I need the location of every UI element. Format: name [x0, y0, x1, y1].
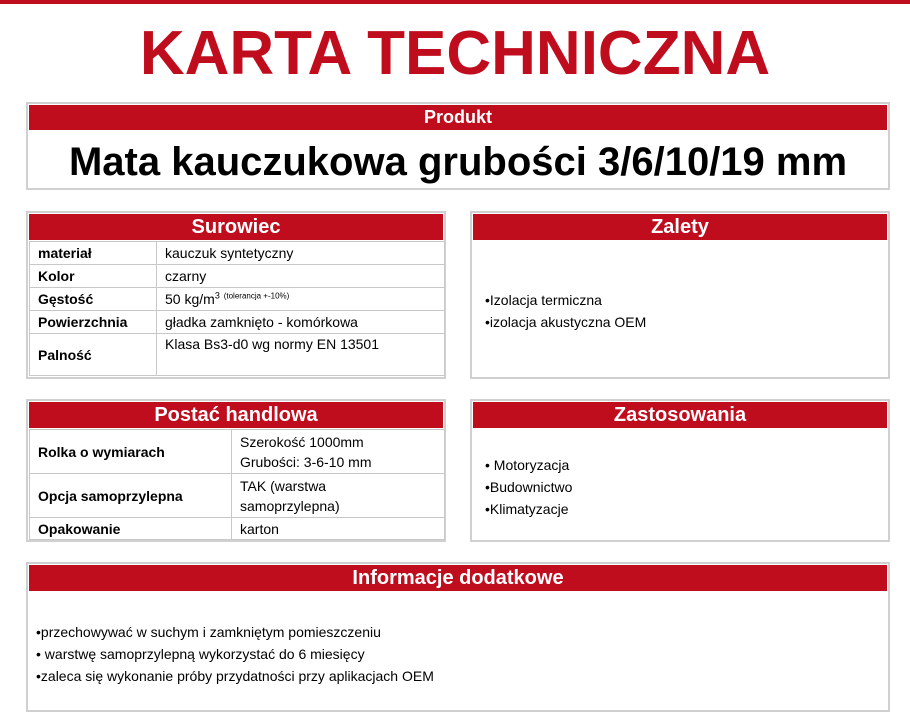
- list-item: • warstwę samoprzylepną wykorzystać do 6 miesięcy: [36, 646, 365, 662]
- table-row: [30, 288, 445, 311]
- zastosowania-header: Zastosowania: [473, 402, 887, 428]
- surowiec-header: Surowiec: [29, 214, 443, 240]
- list-item: •przechowywać w suchym i zamkniętym pomieszczeniu: [36, 624, 381, 640]
- row-key: materiał: [30, 242, 157, 265]
- zastosowania-list: [485, 454, 572, 520]
- table-row: [30, 518, 445, 540]
- list-item: • Motoryzacja: [485, 457, 570, 473]
- row-value: [232, 474, 445, 518]
- product-box: [26, 102, 890, 190]
- table-row: [30, 474, 445, 518]
- density-tolerance: (tolerancja +-10%): [223, 291, 290, 301]
- postac-box: [26, 399, 446, 542]
- top-accent-line: [0, 0, 910, 4]
- row-value: [157, 288, 445, 311]
- row-key: Gęstość: [30, 288, 157, 311]
- informacje-list: [36, 621, 434, 687]
- page-title: KARTA TECHNICZNA: [139, 19, 771, 88]
- row-value-line: TAK (warstwa: [240, 477, 327, 494]
- product-name: Mata kauczukowa grubości 3/6/10/19 mm: [68, 140, 848, 184]
- row-key: Opakowanie: [30, 518, 232, 540]
- postac-header: Postać handlowa: [29, 402, 443, 428]
- list-item: •izolacja akustyczna OEM: [485, 314, 647, 330]
- list-item: •Izolacja termiczna: [485, 292, 602, 308]
- zalety-header: Zalety: [473, 214, 887, 240]
- row-key: Rolka o wymiarach: [30, 430, 232, 474]
- zalety-list: [485, 289, 646, 333]
- surowiec-table: [29, 241, 445, 376]
- table-row: [30, 265, 445, 288]
- informacje-box: [26, 562, 890, 712]
- row-key: Palność: [30, 334, 157, 376]
- row-value: gładka zamknięto - komórkowa: [157, 311, 445, 334]
- density-exponent: 3: [214, 290, 220, 301]
- list-item: •Budownictwo: [485, 479, 573, 495]
- informacje-header: Informacje dodatkowe: [29, 565, 887, 591]
- table-row: [30, 242, 445, 265]
- list-item: •zaleca się wykonanie próby przydatności przy aplikacjach OEM: [36, 668, 434, 684]
- row-value: kauczuk syntetyczny: [157, 242, 445, 265]
- product-header: Produkt: [29, 105, 887, 130]
- row-key: Opcja samoprzylepna: [30, 474, 232, 518]
- row-key: Powierzchnia: [30, 311, 157, 334]
- table-row: [30, 430, 445, 474]
- row-value: czarny: [157, 265, 445, 288]
- surowiec-box: [26, 211, 446, 379]
- zalety-box: [470, 211, 890, 379]
- zastosowania-box: [470, 399, 890, 542]
- row-value-line: Szerokość 1000mm: [240, 433, 364, 450]
- table-row: [30, 334, 445, 376]
- row-value-line: samoprzylepna): [240, 497, 340, 514]
- row-key: Kolor: [30, 265, 157, 288]
- row-value: karton: [232, 518, 445, 540]
- list-item: •Klimatyzacje: [485, 501, 569, 517]
- row-value-line: Grubości: 3-6-10 mm: [240, 453, 372, 470]
- density-value: 50 kg/m: [165, 291, 215, 307]
- postac-table: [29, 429, 445, 540]
- row-value: [232, 430, 445, 474]
- row-value: Klasa Bs3-d0 wg normy EN 13501: [157, 334, 445, 376]
- table-row: [30, 311, 445, 334]
